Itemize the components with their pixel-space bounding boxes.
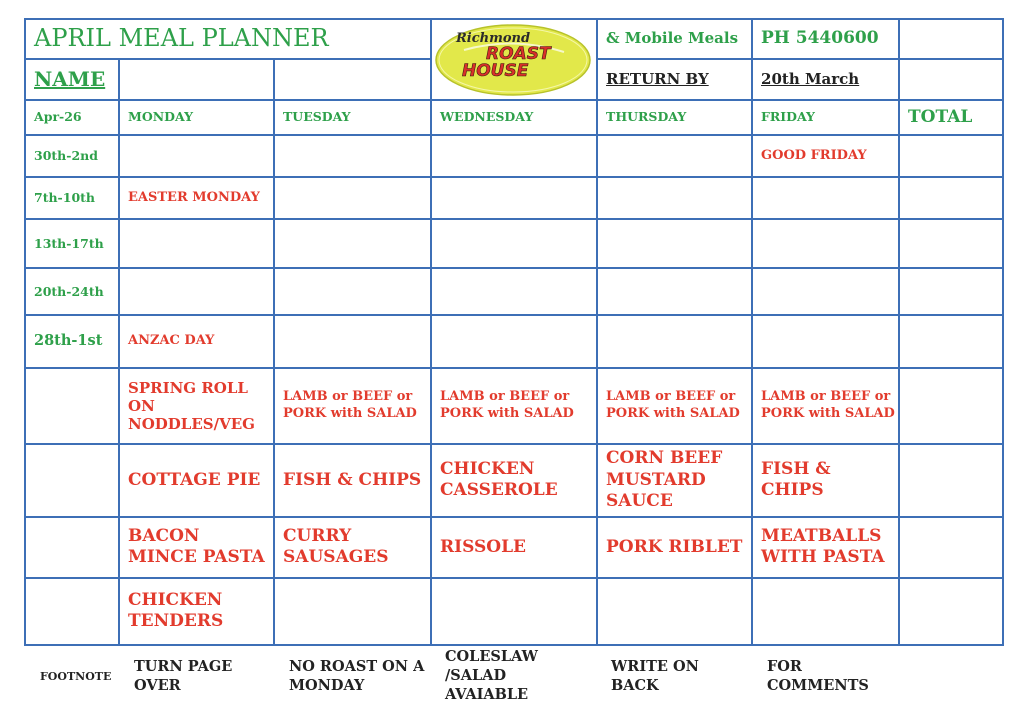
footnote-label: FOOTNOTE — [40, 670, 112, 683]
footnote-item: FOR COMMENTS — [767, 658, 869, 694]
menu-item: LAMB or BEEF or PORK with SALAD — [431, 368, 597, 444]
order-cell[interactable] — [597, 219, 752, 268]
footnote-item: COLESLAW /SALAD AVAIABLE — [445, 648, 538, 703]
menu-row — [25, 368, 1003, 444]
menu-item: SPRING ROLL ON NODDLES/VEG — [119, 368, 274, 444]
order-cell[interactable] — [274, 268, 431, 315]
total-cell[interactable] — [899, 177, 1003, 219]
week-label: 20th-24th — [25, 268, 119, 315]
order-cell[interactable] — [274, 219, 431, 268]
total-cell[interactable] — [899, 219, 1003, 268]
day-wednesday: WEDNESDAY — [431, 100, 597, 135]
order-cell[interactable] — [431, 219, 597, 268]
week-row — [25, 315, 1003, 367]
order-cell[interactable] — [431, 135, 597, 177]
blank-cell — [597, 578, 752, 645]
footnote-item: NO ROAST ON A MONDAY — [289, 658, 425, 694]
menu-item: COTTAGE PIE — [119, 444, 274, 517]
order-cell[interactable] — [752, 219, 899, 268]
order-cell[interactable] — [597, 135, 752, 177]
blank-cell — [899, 517, 1003, 578]
logo-line3: HOUSE — [462, 61, 529, 81]
title-row — [25, 19, 1003, 59]
blank-cell — [899, 368, 1003, 444]
day-thursday: THURSDAY — [597, 100, 752, 135]
week-label: 30th-2nd — [25, 135, 119, 177]
footnote-item: WRITE ON BACK — [611, 658, 699, 694]
order-cell[interactable] — [274, 315, 431, 367]
blank-cell — [899, 444, 1003, 517]
holiday-good-friday: GOOD FRIDAY — [752, 135, 899, 177]
menu-item: LAMB or BEEF or PORK with SALAD — [752, 368, 899, 444]
week-row — [25, 135, 1003, 177]
order-cell[interactable] — [431, 268, 597, 315]
menu-item: CORN BEEF MUSTARD SAUCE — [597, 444, 752, 517]
logo-line1: Richmond — [456, 31, 531, 46]
blank-cell — [899, 59, 1003, 100]
total-cell[interactable] — [899, 268, 1003, 315]
order-cell[interactable] — [431, 315, 597, 367]
order-cell[interactable] — [752, 315, 899, 367]
menu-item: FISH & CHIPS — [274, 444, 431, 517]
week-row — [25, 219, 1003, 268]
menu-item: RISSOLE — [431, 517, 597, 578]
blank-cell — [274, 578, 431, 645]
order-cell[interactable] — [119, 135, 274, 177]
mobile-meals-label: & Mobile Meals — [597, 19, 752, 59]
week-row — [25, 177, 1003, 219]
day-friday: FRIDAY — [752, 100, 899, 135]
blank-cell — [899, 19, 1003, 59]
name-field[interactable] — [119, 59, 274, 100]
menu-item: MEATBALLS WITH PASTA — [752, 517, 899, 578]
order-cell[interactable] — [597, 268, 752, 315]
blank-cell — [752, 578, 899, 645]
logo-cell — [431, 19, 597, 100]
name-label: NAME — [25, 59, 119, 100]
menu-row — [25, 578, 1003, 645]
name-field-extra[interactable] — [274, 59, 431, 100]
order-cell[interactable] — [274, 135, 431, 177]
meal-planner-table — [24, 18, 1004, 646]
page-title: APRIL MEAL PLANNER — [25, 19, 431, 59]
menu-item: LAMB or BEEF or PORK with SALAD — [597, 368, 752, 444]
order-cell[interactable] — [752, 268, 899, 315]
week-label: 13th-17th — [25, 219, 119, 268]
day-header-row — [25, 100, 1003, 135]
order-cell[interactable] — [752, 177, 899, 219]
menu-row — [25, 517, 1003, 578]
menu-item: LAMB or BEEF or PORK with SALAD — [274, 368, 431, 444]
return-by-date: 20th March — [752, 59, 899, 100]
order-cell[interactable] — [119, 268, 274, 315]
menu-row — [25, 444, 1003, 517]
week-label: 28th-1st — [25, 315, 119, 367]
day-tuesday: TUESDAY — [274, 100, 431, 135]
phone-number: PH 5440600 — [752, 19, 899, 59]
return-by-label: RETURN BY — [597, 59, 752, 100]
total-cell[interactable] — [899, 315, 1003, 367]
order-cell[interactable] — [597, 177, 752, 219]
week-label: 7th-10th — [25, 177, 119, 219]
order-cell[interactable] — [597, 315, 752, 367]
blank-cell — [899, 578, 1003, 645]
richmond-roast-house-logo — [434, 22, 592, 96]
blank-cell — [25, 444, 119, 517]
order-cell[interactable] — [431, 177, 597, 219]
order-cell[interactable] — [119, 219, 274, 268]
logo-line2: ROAST — [486, 44, 551, 64]
blank-cell — [25, 368, 119, 444]
footer — [0, 648, 1024, 718]
total-cell[interactable] — [899, 135, 1003, 177]
order-cell[interactable] — [274, 177, 431, 219]
blank-cell — [431, 578, 597, 645]
holiday-anzac-day: ANZAC DAY — [119, 315, 274, 367]
month-label: Apr-26 — [25, 100, 119, 135]
blank-cell — [25, 517, 119, 578]
blank-cell — [25, 578, 119, 645]
menu-item: CHICKEN CASSEROLE — [431, 444, 597, 517]
menu-item: BACON MINCE PASTA — [119, 517, 274, 578]
menu-item: CHICKEN TENDERS — [119, 578, 274, 645]
total-header: TOTAL — [899, 100, 1003, 135]
day-monday: MONDAY — [119, 100, 274, 135]
holiday-easter-monday: EASTER MONDAY — [119, 177, 274, 219]
menu-item: PORK RIBLET — [597, 517, 752, 578]
menu-item: CURRY SAUSAGES — [274, 517, 431, 578]
week-row — [25, 268, 1003, 315]
menu-item: FISH & CHIPS — [752, 444, 899, 517]
footnote-item: TURN PAGE OVER — [134, 658, 233, 694]
